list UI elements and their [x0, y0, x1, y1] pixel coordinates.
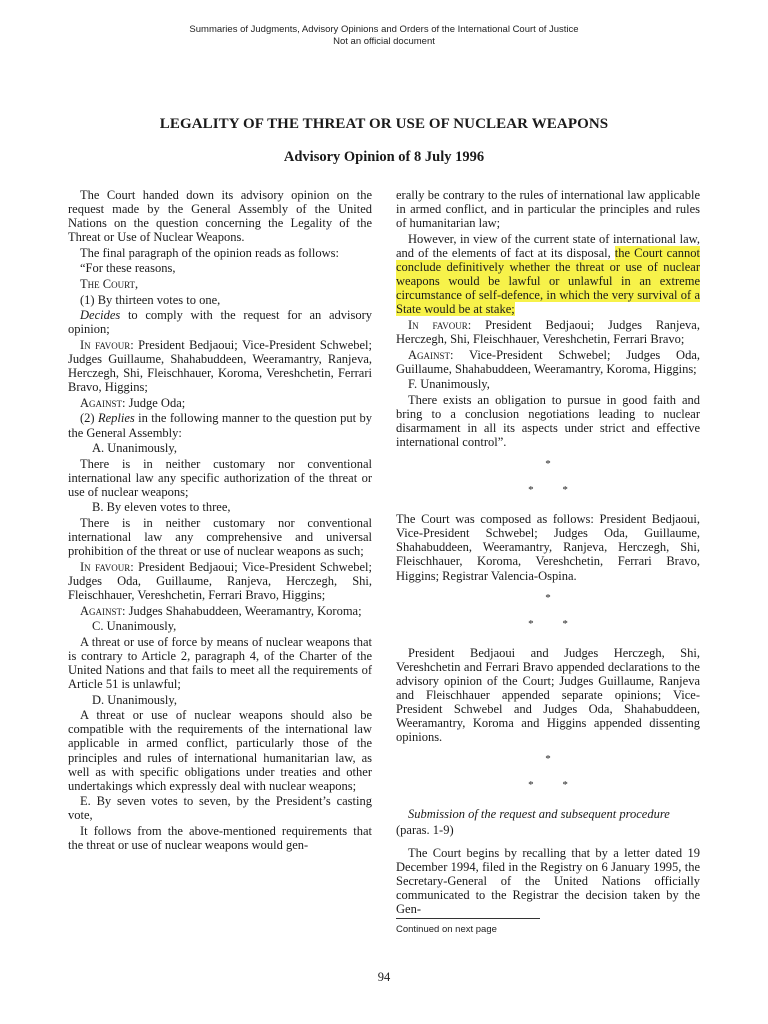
section-separator: [396, 458, 700, 496]
running-header: [0, 24, 768, 48]
separator-star-pair: * *: [528, 617, 568, 630]
text: to comply with the request for an advisory opinion;: [68, 308, 372, 337]
paragraph: A. Unanimously,: [92, 441, 177, 456]
separator-star-pair: * *: [528, 484, 568, 497]
paragraph: President Bedjaoui and Judges Herczegh, Shi, Vereshchetin and Ferrari Bravo appended declarations to the advisory opinion of the Court; Judges Guillaume, Ranjeva and Fleischhauer appended separate opinions; Vice-President Schwebel and Judges Oda, Shahabuddeen, Weeramantry, Koroma and Higgins appended dissenting opinions.: [396, 645, 700, 745]
paragraph: [396, 232, 700, 317]
paragraph: A threat or use of force by means of nuclear weapons that is contrary to Article 2, paragraph 4, of the Charter of the United Nations and that fails to meet all the requirements of Article 51 is unlawful;: [68, 634, 372, 692]
vote-label: In favour:: [408, 317, 472, 332]
text: Vice-President Schwebel; Judges Oda, Guillaume, Shahabuddeen, Weeramantry, Koroma, Higgins;: [396, 347, 700, 376]
paragraph: [68, 411, 372, 439]
vote-label: Against:: [80, 603, 126, 618]
paragraph: [396, 318, 700, 346]
text: President Bedjaoui; Vice-President Schwebel; Judges Guillaume, Shahabuddeen, Weeramantry, Ranjeva, Herczegh, Shi, Fleischhauer, Koroma, Vereshchetin, Ferrari Bravo, Higgins;: [68, 337, 372, 395]
text: President Bedjaoui; Vice-President Schwebel; Judges Oda, Guillaume, Ranjeva, Herczegh, Shi, Fleischhauer, Vereshchetin, Ferrari Bravo, Higgins;: [68, 559, 372, 603]
paragraph: The final paragraph of the opinion reads as follows:: [80, 245, 339, 260]
footnote-divider: [396, 918, 540, 919]
text: Judges Shahabuddeen, Weeramantry, Koroma;: [125, 603, 362, 618]
separator-star: *: [545, 753, 551, 766]
paragraph: There exists an obligation to pursue in good faith and bring to a conclusion negotiations leading to nuclear disarmament in all its aspects under strict and effective international control”.: [396, 392, 700, 450]
page-number: 94: [377, 970, 391, 984]
vote-label: Against:: [80, 395, 126, 410]
text: (2): [80, 411, 98, 426]
paragraph: The Court was composed as follows: President Bedjaoui, Vice-President Schwebel; Judges Oda, Guillaume, Shahabuddeen, Weeramantry, Ranjeva, Herczegh, Shi, Fleischhauer, Koroma, Vereshchetin, Ferrari Bravo, Higgins; Registrar Valencia-Ospina.: [396, 512, 700, 583]
document-title: LEGALITY OF THE THREAT OR USE OF NUCLEAR WEAPONS: [159, 116, 609, 132]
separator-star: *: [545, 591, 551, 604]
document-subtitle: Advisory Opinion of 8 July 1996: [283, 149, 485, 165]
text: However, in view of the current state of international law, and of the elements of fact at its disposal,: [396, 231, 700, 260]
paragraph: It follows from the above-mentioned requirements that the threat or use of nuclear weapons would gen-: [68, 824, 372, 853]
footnote: Continued on next page: [396, 924, 497, 935]
header-line-1: Summaries of Judgments, Advisory Opinions and Orders of the International Court of Justice: [189, 24, 579, 35]
paragraph: [68, 604, 372, 618]
paragraph: B. By eleven votes to three,: [92, 500, 231, 515]
separator-star-pair: * *: [528, 779, 568, 792]
paragraph: “For these reasons,: [80, 261, 176, 276]
left-column: [68, 188, 372, 854]
paragraph: erally be contrary to the rules of international law applicable in armed conflict, and in particular the principles and rules of humanitarian law;: [396, 188, 700, 231]
vote-label: Against:: [408, 347, 454, 362]
section-heading-paras: (paras. 1-9): [396, 822, 454, 837]
paragraph: There is in neither customary nor conventional international law any comprehensive and universal prohibition of the threat or use of nuclear weapons as such;: [68, 516, 372, 559]
paragraph: [68, 338, 372, 394]
paragraph: The Court handed down its advisory opinion on the request made by the General Assembly of the United Nations on the question concerning the Legality of the Threat or Use of Nuclear Weapons.: [68, 188, 372, 245]
text: President Bedjaoui; Judges Ranjeva, Herczegh, Shi, Fleischhauer, Vereshchetin, Ferrari Bravo;: [396, 317, 700, 346]
paragraph: [68, 560, 372, 602]
section-separator: [396, 753, 700, 791]
paragraph: E. By seven votes to seven, by the President’s casting vote,: [68, 794, 372, 823]
emphasis: Replies: [97, 411, 135, 426]
highlighted-text: the Court cannot conclude definitively whether the threat or use of nuclear weapons would be lawful or unlawful in an extreme circumstance of self-defence, in which the very survival of a State would be at stake;: [396, 245, 700, 317]
separator-star: *: [545, 458, 551, 471]
paragraph: [68, 308, 372, 336]
paragraph: F. Unanimously,: [408, 377, 490, 392]
text: Judge Oda;: [125, 395, 186, 410]
paragraph: There is in neither customary nor conventional international law any specific authorization of the threat or use of nuclear weapons;: [68, 456, 372, 499]
right-column: [396, 188, 700, 918]
paragraph: D. Unanimously,: [92, 692, 177, 707]
section-heading: Submission of the request and subsequent procedure: [408, 807, 670, 822]
paragraph: A threat or use of nuclear weapons should also be compatible with the requirements of the international law applicable in armed conflict, particularly those of the principles and rules of international humanitarian law, as well as with specific obligations under treaties and other undertakings which expressly deal with nuclear weapons;: [68, 708, 372, 793]
header-line-2: Not an official document: [333, 36, 435, 47]
paragraph: The Court,: [80, 277, 139, 292]
paragraph: [396, 348, 700, 376]
paragraph: (1) By thirteen votes to one,: [80, 292, 221, 307]
vote-label: In favour:: [80, 337, 134, 352]
text: in the following manner to the question put by the General Assembly:: [68, 411, 372, 440]
paragraph: C. Unanimously,: [92, 619, 177, 634]
paragraph: [68, 396, 372, 410]
emphasis: Decides: [80, 308, 121, 323]
section-separator: [396, 592, 700, 630]
vote-label: In favour:: [80, 559, 134, 574]
paragraph: The Court begins by recalling that by a letter dated 19 December 1994, filed in the Registry on 6 January 1995, the Secretary-General of the United Nations officially communicated to the Registrar the decision taken by the Gen-: [396, 846, 700, 917]
